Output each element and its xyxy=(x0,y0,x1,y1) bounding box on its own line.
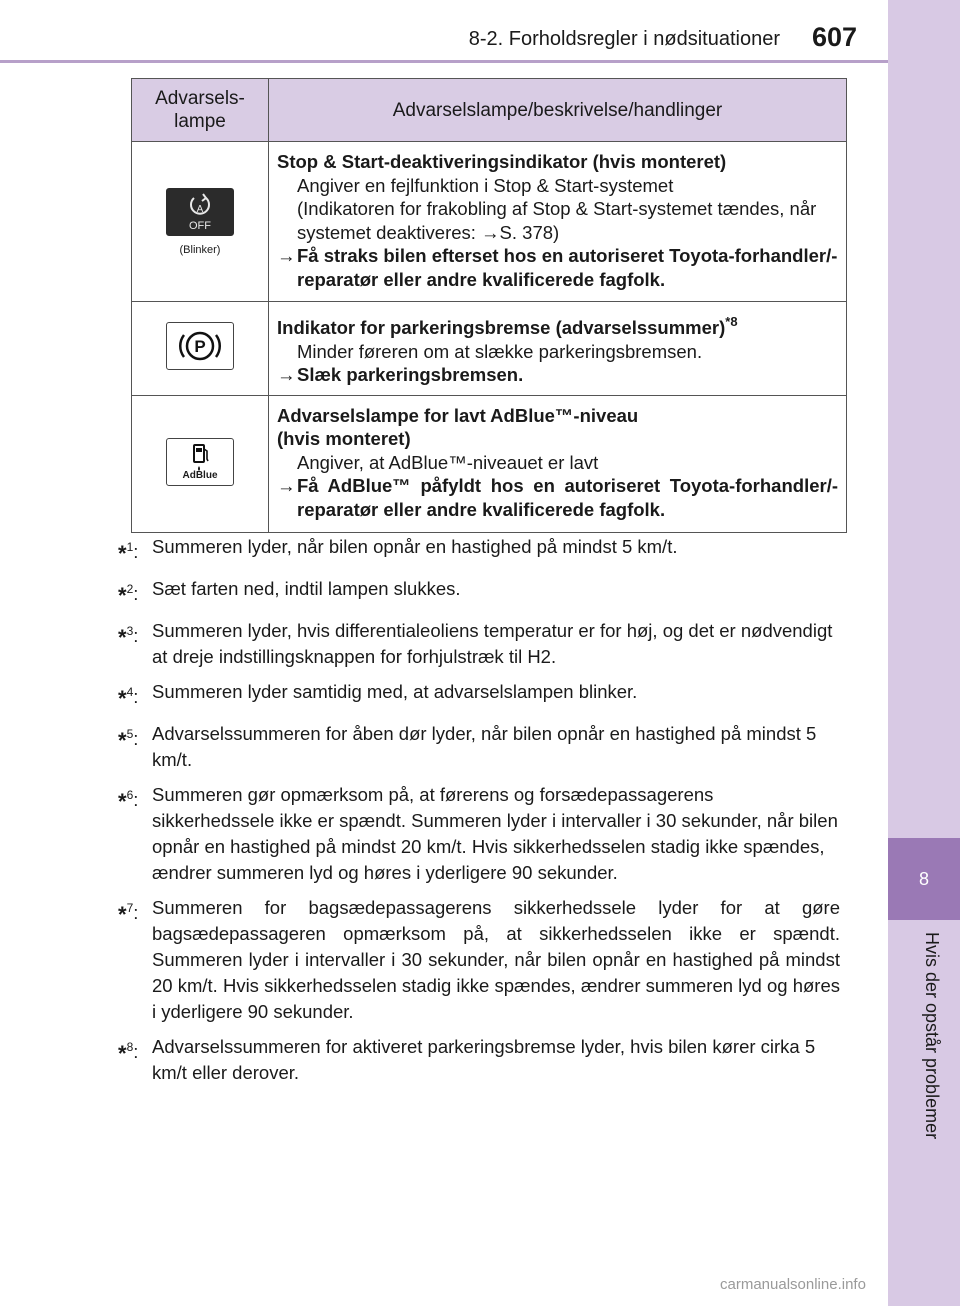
svg-text:A: A xyxy=(196,203,204,215)
icon-caption: (Blinker) xyxy=(179,243,221,256)
col-header-lamp: Advarsels- lampe xyxy=(132,79,269,142)
action-text: Få AdBlue™ påfyldt hos en autoriseret Toyota-forhandler/-reparatør eller andre kvalificerede fagfolk. xyxy=(297,475,838,520)
warning-table xyxy=(131,78,847,533)
footnote-number: 8 xyxy=(126,1040,134,1054)
off-label: OFF xyxy=(189,219,211,232)
footnote-number: 1 xyxy=(126,540,134,554)
row-action xyxy=(277,363,838,387)
col-header-description: Advarselslampe/beskrivelse/handlinger xyxy=(269,79,847,142)
footnote-marker xyxy=(118,534,152,567)
row-description-note: (Indikatoren for frakobling af Stop & Start-systemet tændes, når systemet deaktiveres: →S. 378) xyxy=(297,198,817,243)
asterisk: * xyxy=(118,1041,127,1066)
footnote-number: 3 xyxy=(126,624,134,638)
description-cell xyxy=(269,302,847,396)
action-text: Få straks bilen efterset hos en autoriseret Toyota-forhandler/-reparatør eller andre kvalificerede fagfolk. xyxy=(297,245,838,290)
footnote-item xyxy=(118,618,840,670)
footnote-marker xyxy=(118,1034,152,1086)
footnote-item xyxy=(118,895,840,1025)
colon: : xyxy=(133,583,139,604)
row-title-sub: (hvis monteret) xyxy=(277,428,411,449)
colon: : xyxy=(133,625,139,646)
watermark[interactable]: carmanualsonline.info xyxy=(720,1276,866,1293)
arrow-icon: → xyxy=(277,364,296,385)
row-action xyxy=(277,474,838,521)
asterisk: * xyxy=(118,789,127,814)
footnote-item xyxy=(118,1034,840,1086)
footnote-number: 2 xyxy=(126,582,134,596)
stop-start-off-icon xyxy=(166,188,234,236)
asterisk: * xyxy=(118,728,127,753)
row-title: Stop & Start-deaktiveringsindikator (hvis monteret) xyxy=(277,151,727,172)
icon-cell xyxy=(132,302,269,396)
adblue-label: AdBlue xyxy=(182,469,218,481)
table-row xyxy=(132,395,847,532)
header-rule xyxy=(0,60,888,63)
row-description: Angiver, at AdBlue™-niveauet er lavt xyxy=(297,451,599,473)
footnote-text: Advarselssummeren for aktiveret parkeringsbremse lyder, hvis bilen kører cirka 5 km/t eller derover. xyxy=(152,1036,816,1083)
footnote-text: Summeren lyder, når bilen opnår en hastighed på mindst 5 km/t. xyxy=(152,536,678,557)
arrow-icon: → xyxy=(277,475,296,496)
footnote-marker xyxy=(118,721,152,773)
icon-cell xyxy=(132,142,269,302)
footnote-text: Sæt farten ned, indtil lampen slukkes. xyxy=(152,578,461,599)
row-title: Advarselslampe for lavt AdBlue™-niveau xyxy=(277,404,639,426)
asterisk: * xyxy=(118,541,127,566)
row-description: Angiver en fejlfunktion i Stop & Start-systemet xyxy=(297,174,674,196)
parking-brake-icon xyxy=(166,322,234,370)
footnote-text: Summeren lyder, hvis differentialeoliens temperatur er for høj, og det er nødvendigt at dreje indstillingsknappen for forhjulstræk til H2. xyxy=(152,620,833,667)
action-text: Slæk parkeringsbremsen. xyxy=(297,364,524,385)
asterisk: * xyxy=(118,686,127,711)
footnote-text: Advarselssummeren for åben dør lyder, når bilen opnår en hastighed på mindst 5 km/t. xyxy=(152,723,817,770)
row-action xyxy=(277,244,838,291)
chapter-tab[interactable]: 8 xyxy=(888,838,960,920)
footnote-marker xyxy=(118,576,152,609)
footnote-number: 4 xyxy=(126,685,134,699)
section-title: 8-2. Forholdsregler i nødsituationer xyxy=(468,28,780,50)
colon: : xyxy=(133,541,139,562)
parking-brake-symbol xyxy=(167,323,233,369)
svg-text:P: P xyxy=(194,337,206,357)
description-cell xyxy=(269,395,847,532)
icon-cell xyxy=(132,395,269,532)
colon: : xyxy=(133,728,139,749)
footnote-item xyxy=(118,721,840,773)
footnote-marker xyxy=(118,782,152,886)
footnote-number: 5 xyxy=(126,727,134,741)
footnote-text: Summeren for bagsædepassagerens sikkerhedssele lyder for at gøre bagsædepassageren opmærksom på, at sikkerhedsselen ikke er spændt. Summeren lyder i intervaller i 30 sekunder, når bilen opnår en hastighed på mindst 20 km/t. Hvis sikkerhedsselen stadig ikke spændes, ændrer summeren lyd og høres i yderligere 90 sekunder. xyxy=(152,897,840,1022)
table-header-row xyxy=(132,79,847,142)
footnote-item xyxy=(118,679,840,712)
footnote-item xyxy=(118,534,840,567)
adblue-icon xyxy=(166,438,234,486)
table-row xyxy=(132,302,847,396)
row-description: Minder føreren om at slække parkeringsbremsen. xyxy=(297,340,703,362)
footnote-marker xyxy=(118,895,152,1025)
table-row xyxy=(132,142,847,302)
colon: : xyxy=(133,902,139,923)
footnote-ref: *8 xyxy=(725,314,738,329)
colon: : xyxy=(133,789,139,810)
footnotes xyxy=(118,534,840,1095)
footnote-item xyxy=(118,782,840,886)
footnote-text: Summeren gør opmærksom på, at førerens og forsædepassagerens sikkerhedssele ikke er spændt. Summeren lyder i intervaller i 30 sekunder, når bilen opnår en hastighed på mindst 20 km/t. Hvis sikkerhedsselen stadig ikke spændes, ændrer summeren lyd og høres i yderligere 90 sekunder. xyxy=(152,784,838,883)
footnote-number: 6 xyxy=(126,788,134,802)
row-title xyxy=(277,310,838,340)
description-cell xyxy=(269,142,847,302)
footnote-marker xyxy=(118,618,152,670)
colon: : xyxy=(133,1041,139,1062)
footnote-number: 7 xyxy=(126,901,134,915)
footnote-marker xyxy=(118,679,152,712)
page-number: 607 xyxy=(812,22,858,52)
asterisk: * xyxy=(118,625,127,650)
colon: : xyxy=(133,686,139,707)
footnote-item xyxy=(118,576,840,609)
asterisk: * xyxy=(118,583,127,608)
footnote-text: Summeren lyder samtidig med, at advarselslampen blinker. xyxy=(152,681,638,702)
chapter-title: Hvis der opstår problemer xyxy=(922,932,942,1140)
row-title-text: Indikator for parkeringsbremse (advarselssummer) xyxy=(277,317,726,338)
arrow-icon: → xyxy=(277,245,296,266)
asterisk: * xyxy=(118,902,127,927)
